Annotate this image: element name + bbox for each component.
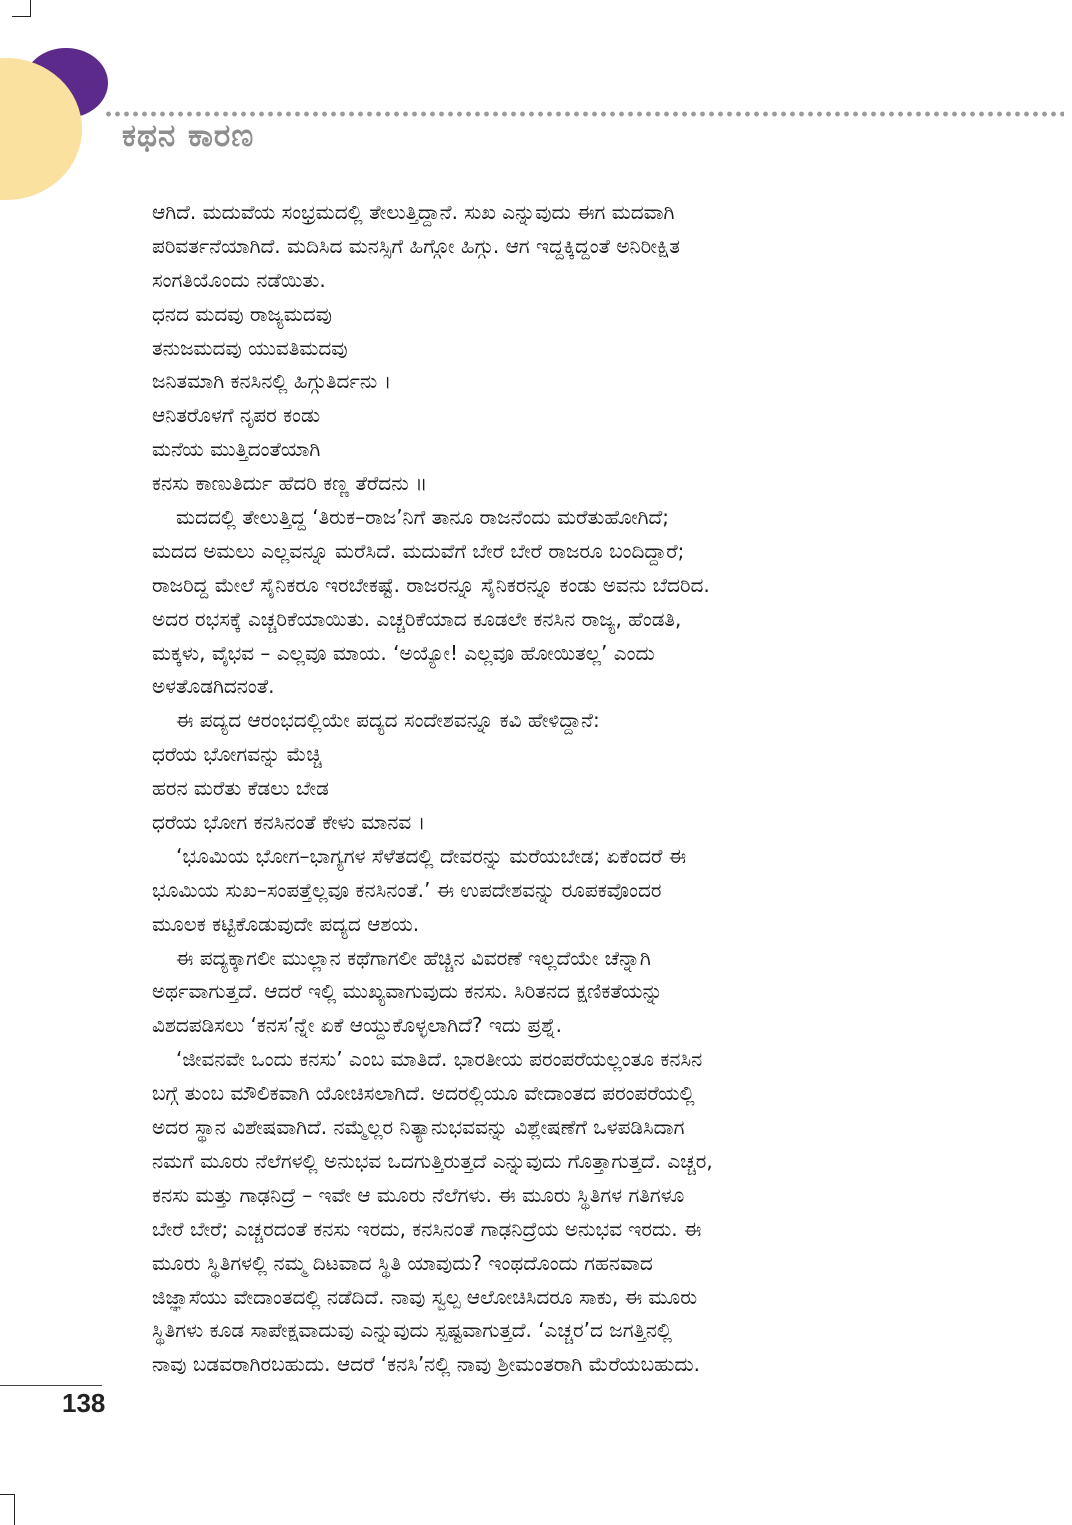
text-line: ಪರಿವರ್ತನೆಯಾಗಿದೆ. ಮದಿಸಿದ ಮನಸ್ಸಿಗೆ ಹಿಗ್ಗೋ ಹಿಗ್ಗು. ಆಗ ಇದ್ದಕ್ಕಿದ್ದಂತೆ ಅನಿರೀಕ್ಷಿತ xyxy=(152,233,681,258)
crop-mark-top-horizontal xyxy=(12,16,31,17)
chapter-title: ಕಥನ ಕಾರಣ xyxy=(122,118,255,154)
text-line: ನಮಗೆ ಮೂರು ನೆಲೆಗಳಲ್ಲಿ ಅನುಭವ ಒದಗುತ್ತಿರುತ್ತದೆ ಎನ್ನುವುದು ಗೊತ್ತಾಗುತ್ತದೆ. ಎಚ್ಚರ, xyxy=(152,1148,713,1173)
text-line: ಅದರ ರಭಸಕ್ಕೆ ಎಚ್ಚರಿಕೆಯಾಯಿತು. ಎಚ್ಚರಿಕೆಯಾದ ಕೂಡಲೇ ಕನಸಿನ ರಾಜ್ಯ, ಹೆಂಡತಿ, xyxy=(152,606,682,631)
text-line: ಸಂಗತಿಯೊಂದು ನಡೆಯಿತು. xyxy=(152,267,326,292)
text-line: ಧನದ ಮದವು ರಾಜ್ಯಮದವು xyxy=(152,301,332,326)
text-line: ತನುಜಮದವು ಯುವತಿಮದವು xyxy=(152,335,348,360)
text-line: ಮದದಲ್ಲಿ ತೇಲುತ್ತಿದ್ದ ‘ತಿರುಕ–ರಾಜ’ನಿಗೆ ತಾನೂ ರಾಜನೆಂದು ಮರೆತುಹೋಗಿದೆ; xyxy=(176,505,669,530)
text-line: ಅರ್ಥವಾಗುತ್ತದೆ. ಆದರೆ ಇಲ್ಲಿ ಮುಖ್ಯವಾಗುವುದು ಕನಸು. ಸಿರಿತನದ ಕ್ಷಣಿಕತೆಯನ್ನು xyxy=(152,979,663,1004)
text-line: ರಾಜರಿದ್ದ ಮೇಲೆ ಸೈನಿಕರೂ ಇರಬೇಕಷ್ಟೆ. ರಾಜರನ್ನೂ ಸೈನಿಕರನ್ನೂ ಕಂಡು ಅವನು ಬೆದರಿದ. xyxy=(152,572,710,597)
text-line: ನಾವು ಬಡವರಾಗಿರಬಹುದು. ಆದರೆ ‘ಕನಸಿ’ನಲ್ಲಿ ನಾವು ಶ್ರೀಮಂತರಾಗಿ ಮೆರೆಯಬಹುದು. xyxy=(152,1352,701,1377)
text-line: ಮದದ ಅಮಲು ಎಲ್ಲವನ್ನೂ ಮರೆಸಿದೆ. ಮದುವೆಗೆ ಬೇರೆ ಬೇರೆ ರಾಜರೂ ಬಂದಿದ್ದಾರೆ; xyxy=(152,538,685,563)
page-number: 138 xyxy=(62,1388,106,1418)
text-line: ‘ಭೂಮಿಯ ಭೋಗ–ಭಾಗ್ಯಗಳ ಸೆಳೆತದಲ್ಲಿ ದೇವರನ್ನು ಮರೆಯಬೇಡ; ಏಕೆಂದರೆ ಈ xyxy=(176,843,687,868)
text-line: ಧರೆಯ ಭೋಗ ಕನಸಿನಂತೆ ಕೇಳು ಮಾನವ । xyxy=(152,810,426,835)
text-line: ಮಕ್ಕಳು, ವೈಭವ – ಎಲ್ಲವೂ ಮಾಯ. ‘ಅಯ್ಯೋ! ಎಲ್ಲವೂ ಹೋಯಿತಲ್ಲ’ ಎಂದು xyxy=(152,640,655,665)
crop-mark-top-vertical xyxy=(30,0,31,17)
text-line: ಅದರ ಸ್ಥಾನ ವಿಶೇಷವಾಗಿದೆ. ನಮ್ಮೆಲ್ಲರ ನಿತ್ಯಾನುಭವವನ್ನು ವಿಶ್ಲೇಷಣೆಗೆ ಒಳಪಡಿಸಿದಾಗ xyxy=(152,1115,685,1140)
text-line: ಆಗಿದೆ. ಮದುವೆಯ ಸಂಭ್ರಮದಲ್ಲಿ ತೇಲುತ್ತಿದ್ದಾನೆ. ಸುಖ ಎನ್ನುವುದು ಈಗ ಮದವಾಗಿ xyxy=(152,200,675,224)
text-line: ಅಳತೊಡಗಿದನಂತೆ. xyxy=(152,674,275,699)
crop-mark-bottom-horizontal xyxy=(0,1494,15,1495)
page-number-rule xyxy=(0,1385,102,1386)
text-line: ಬಗ್ಗೆ ತುಂಬ ಮೌಲಿಕವಾಗಿ ಯೋಚಿಸಲಾಗಿದೆ. ಅದರಲ್ಲಿಯೂ ವೇದಾಂತದ ಪರಂಪರೆಯಲ್ಲಿ xyxy=(152,1081,695,1106)
text-line: ವಿಶದಪಡಿಸಲು ‘ಕನಸ’ನ್ನೇ ಏಕೆ ಆಯ್ದುಕೊಳ್ಳಲಾಗಿದೆ? ಇದು ಪ್ರಶ್ನೆ. xyxy=(152,1013,563,1038)
text-line: ಕನಸು ಮತ್ತು ಗಾಢನಿದ್ರೆ – ಇವೇ ಆ ಮೂರು ನೆಲೆಗಳು. ಈ ಮೂರು ಸ್ಥಿತಿಗಳ ಗತಿಗಳೂ xyxy=(152,1182,685,1207)
text-line: ಭೂಮಿಯ ಸುಖ–ಸಂಪತ್ತೆಲ್ಲವೂ ಕನಸಿನಂತೆ.’ ಈ ಉಪದೇಶವನ್ನು ರೂಪಕವೊಂದರ xyxy=(152,877,662,902)
text-line: ಈ ಪದ್ಯಕ್ಕಾಗಲೀ ಮುಲ್ಲಾನ ಕಥೆಗಾಗಲೀ ಹೆಚ್ಚಿನ ವಿವರಣೆ ಇಲ್ಲದೆಯೇ ಚೆನ್ನಾಗಿ xyxy=(176,945,651,970)
text-line: ಧರೆಯ ಭೋಗವನ್ನು ಮೆಚ್ಚಿ xyxy=(152,742,322,767)
text-line: ಮನೆಯ ಮುತ್ತಿದಂತೆಯಾಗಿ xyxy=(152,437,321,462)
text-line: ಮೂರು ಸ್ಥಿತಿಗಳಲ್ಲಿ ನಮ್ಮ ದಿಟವಾದ ಸ್ಥಿತಿ ಯಾವುದು? ಇಂಥದೊಂದು ಗಹನವಾದ xyxy=(152,1250,653,1275)
text-line: ಸ್ಥಿತಿಗಳು ಕೂಡ ಸಾಪೇಕ್ಷವಾದುವು ಎನ್ನುವುದು ಸ್ಪಷ್ಟವಾಗುತ್ತದೆ. ‘ಎಚ್ಚರ’ದ ಜಗತ್ತಿನಲ್ಲಿ xyxy=(152,1318,673,1343)
dotted-header-rule xyxy=(104,111,1064,117)
text-line: ಜಿಜ್ಞಾಸೆಯು ವೇದಾಂತದಲ್ಲಿ ನಡೆದಿದೆ. ನಾವು ಸ್ವಲ್ಪ ಆಲೋಚಿಸಿದರೂ ಸಾಕು, ಈ ಮೂರು xyxy=(152,1284,698,1309)
text-line: ಕನಸು ಕಾಣುತಿರ್ದು ಹೆದರಿ ಕಣ್ಣ ತೆರೆದನು ॥ xyxy=(152,471,428,496)
crop-mark-bottom-vertical xyxy=(14,1494,15,1525)
text-line: ಹರನ ಮರೆತು ಕೆಡಲು ಬೇಡ xyxy=(152,776,329,801)
text-line: ಮೂಲಕ ಕಟ್ಟಿಕೊಡುವುದೇ ಪದ್ಯದ ಆಶಯ. xyxy=(152,911,420,936)
text-line: ಬೇರೆ ಬೇರೆ; ಎಚ್ಚರದಂತೆ ಕನಸು ಇರದು, ಕನಸಿನಂತೆ ಗಾಢನಿದ್ರೆಯ ಅನುಭವ ಇರದು. ಈ xyxy=(152,1216,702,1241)
text-line: ಆನಿತರೊಳಗೆ ನೃಪರ ಕಂಡು xyxy=(152,403,321,428)
text-line: ‘ಜೀವನವೇ ಒಂದು ಕನಸು’ ಎಂಬ ಮಾತಿದೆ. ಭಾರತೀಯ ಪರಂಪರೆಯಲ್ಲಂತೂ ಕನಸಿನ xyxy=(176,1047,703,1072)
text-line: ಈ ಪದ್ಯದ ಆರಂಭದಲ್ಲಿಯೇ ಪದ್ಯದ ಸಂದೇಶವನ್ನೂ ಕವಿ ಹೇಳಿದ್ದಾನೆ: xyxy=(176,708,600,733)
text-line: ಜನಿತಮಾಗಿ ಕನಸಿನಲ್ಲಿ ಹಿಗ್ಗುತಿರ್ದನು । xyxy=(152,369,392,394)
body-text xyxy=(152,196,912,1382)
